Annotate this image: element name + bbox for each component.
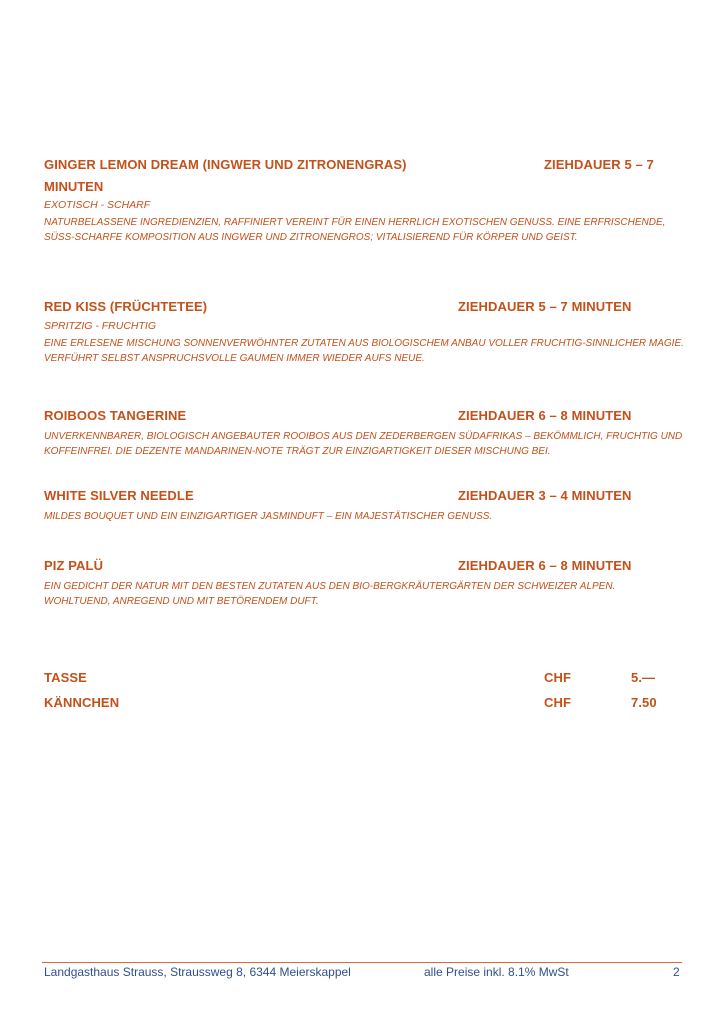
tea-item-white-silver-needle — [44, 488, 684, 524]
price-label: TASSE — [44, 670, 87, 685]
tea-item-red-kiss — [44, 299, 684, 366]
tea-name: GINGER LEMON DREAM (INGWER UND ZITRONENGRAS) — [44, 157, 407, 172]
price-amount: 7.50 — [631, 695, 657, 710]
price-currency: CHF — [544, 670, 572, 685]
tea-title-row — [44, 488, 684, 508]
tea-name: PIZ PALÜ — [44, 558, 104, 573]
steep-time: ZIEHDAUER 5 – 7 MINUTEN — [458, 299, 632, 314]
tea-description: UNVERKENNBARER, BIOLOGISCH ANGEBAUTER ROOIBOS AUS DEN ZEDERBERGEN SÜDAFRIKAS – BEKÖMMLICH, FRUCHTIG UND KOFFEINFREI. DIE DEZENTE MANDARINEN-NOTE TRÄGT ZUR EINZIGARTIGKEIT DIESER MISCHUNG BEI. — [44, 431, 683, 457]
tea-item-roiboos-tangerine — [44, 408, 684, 459]
tea-description: EIN GEDICHT DER NATUR MIT DEN BESTEN ZUTATEN AUS DEN BIO-BERGKRÄUTERGÄRTEN DER SCHWEIZER ALPEN. WOHLTUEND, ANREGEND UND MIT BETÖRENDEM DUFT. — [44, 581, 616, 607]
steep-time: ZIEHDAUER 6 – 8 MINUTEN — [458, 558, 632, 573]
footer-address: Landgasthaus Strauss, Straussweg 8, 6344 Meierskappel — [44, 965, 351, 979]
footer-rule — [42, 962, 682, 963]
page-number: 2 — [673, 965, 680, 979]
tea-title-row — [44, 157, 684, 177]
tea-item-ginger-lemon-dream — [44, 157, 684, 245]
tea-name: ROIBOOS TANGERINE — [44, 408, 187, 423]
steep-time: ZIEHDAUER 5 – 7 — [544, 157, 654, 172]
tea-subtitle: SPRITZIG - FRUCHTIG — [44, 320, 156, 332]
price-row-tasse — [44, 670, 684, 690]
steep-time: ZIEHDAUER 3 – 4 MINUTEN — [458, 488, 632, 503]
footer-vat-note: alle Preise inkl. 8.1% MwSt — [424, 965, 569, 979]
price-label: KÄNNCHEN — [44, 695, 120, 710]
tea-title-row — [44, 299, 684, 319]
tea-subtitle: EXOTISCH - SCHARF — [44, 199, 151, 211]
tea-name: RED KISS (FRÜCHTETEE) — [44, 299, 208, 314]
tea-description: EINE ERLESENE MISCHUNG SONNENVERWÖHNTER ZUTATEN AUS BIOLOGISCHEM ANBAU VOLLER FRUCHTIG-SINNLICHER MAGIE. VERFÜHRT SELBST ANSPRUCHSVOLLE GAUMEN IMMER WIEDER AUFS NEUE. — [44, 338, 684, 364]
price-amount: 5.— — [631, 670, 656, 685]
tea-item-piz-palue — [44, 558, 684, 609]
tea-title-row — [44, 408, 684, 428]
tea-name: WHITE SILVER NEEDLE — [44, 488, 194, 503]
tea-title-row — [44, 558, 684, 578]
tea-name-continuation: MINUTEN — [44, 179, 104, 194]
tea-description: MILDES BOUQUET UND EIN EINZIGARTIGER JASMINDUFT – EIN MAJESTÄTISCHER GENUSS. — [44, 511, 493, 522]
price-row-kaennchen — [44, 695, 684, 715]
price-currency: CHF — [544, 695, 572, 710]
tea-description: NATURBELASSENE INGREDIENZIEN, RAFFINIERT VEREINT FÜR EINEN HERRLICH EXOTISCHEN GENUSS. EINE ERFRISCHENDE, SÜSS-SCHARFE KOMPOSITION AUS INGWER UND ZITRONENGROS; VITALISIEREND FÜR KÖRPER UND GEIST. — [44, 217, 666, 243]
steep-time: ZIEHDAUER 6 – 8 MINUTEN — [458, 408, 632, 423]
